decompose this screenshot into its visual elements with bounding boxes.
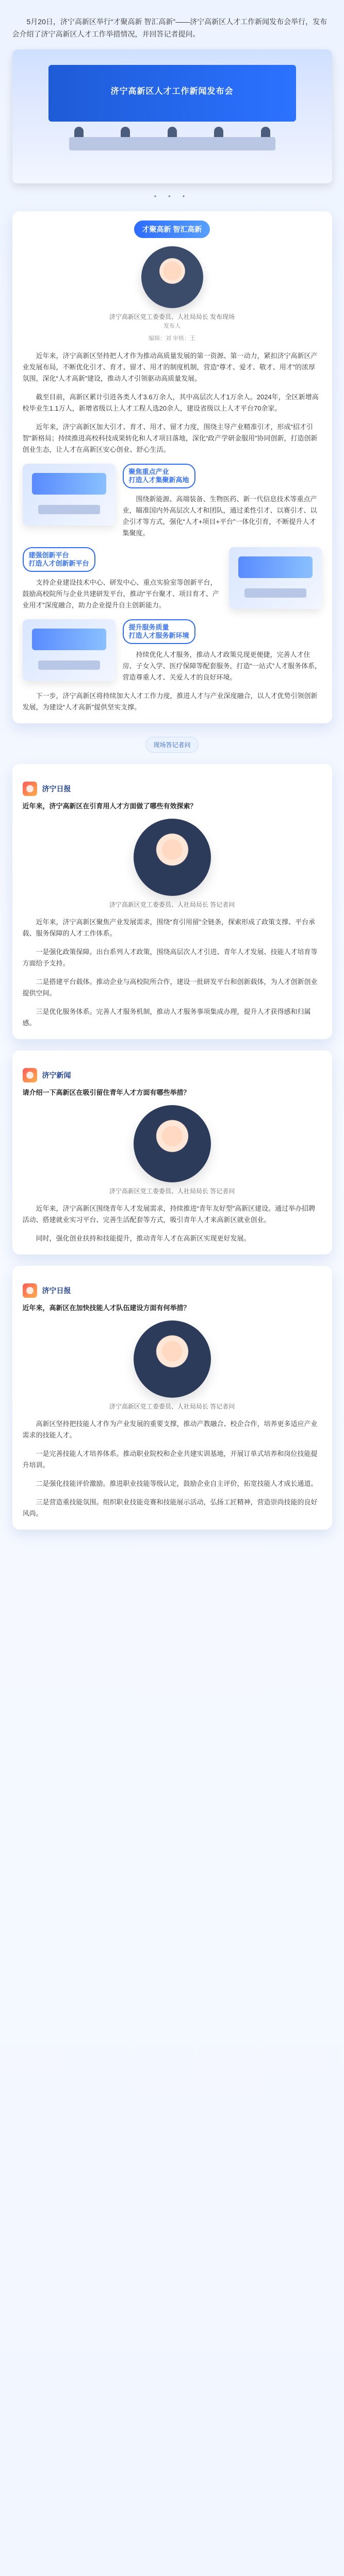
speaker-caption: [23, 312, 322, 343]
item-body: 支持企业建设技术中心、研发中心、重点实验室等创新平台，鼓励高校院所与企业共建研发平台，推动“平台聚才、项目育才、产业用才”深度融合，助力企业提升自主创新能力。: [22, 579, 219, 609]
qa-card: [12, 1050, 332, 1255]
item-image: [23, 619, 116, 681]
answerer-caption: 济宁高新区党工委委员、人社局局长 答记者问: [109, 1403, 235, 1410]
qa-answer: 二是搭建平台载体。推动企业与高校院所合作，建设一批研发平台和创新载体，为人才创新创业提供空间。: [22, 978, 318, 997]
qa-header: [23, 1283, 322, 1298]
section-1-card: [12, 211, 332, 723]
item-body: 持续优化人才服务，推动人才政策兑现更便捷，完善人才住房、子女入学、医疗保障等配套服务，打造“一站式”人才服务体系，营造尊重人才、关爱人才的良好环境。: [122, 651, 322, 681]
media-logo-icon: [23, 1068, 37, 1082]
section-1-tag-wrap: [23, 221, 322, 238]
item-heading-line: 打造人才创新新平台: [28, 560, 89, 567]
item-heading: [123, 464, 195, 488]
qa-question: 请介绍一下高新区在吸引留住青年人才方面有哪些举措？: [22, 1089, 190, 1096]
item-heading: [123, 619, 195, 644]
section-1-item: [23, 464, 322, 539]
hero-screen-text: 济宁高新区人才工作新闻发布会: [110, 87, 234, 96]
content-wrap: [12, 0, 332, 1540]
qa-answer: 三是优化服务体系。完善人才服务机制，推动人才服务事项集成办理，提升人才获得感和归属感。: [22, 1008, 311, 1027]
editor-line: 编辑：刘 审核：王: [148, 335, 196, 342]
section-1-paragraph: 截至目前，高新区累计引进各类人才3.6万余人，其中高层次人才1万余人。2024年，全区新增高校毕业生1.1万人，新增省级以上人才工程人选20余人，建设省级以上人才平台70余家。: [22, 393, 319, 412]
qa-answer: 同时，强化创业扶持和技能提升，推动青年人才在高新区实现更好发展。: [36, 1234, 251, 1242]
qa-answer: 一是完善技能人才培养体系。推动职业院校和企业共建实训基地，开展订单式培养和岗位技能提升培训。: [22, 1450, 318, 1469]
item-heading-line: 打造人才服务新环境: [128, 632, 189, 639]
item-text: [123, 619, 322, 683]
intro-text: 5月20日，济宁高新区举行“才聚高新 智汇高新”——济宁高新区人才工作新闻发布会举行，发布会介绍了济宁高新区人才工作举措情况，并回答记者提问。: [12, 18, 327, 38]
hero-table: [69, 137, 275, 150]
item-heading: [23, 547, 95, 572]
qa-answer: 三是营造重技能氛围。组织职业技能竞赛和技能展示活动，弘扬工匠精神，营造崇尚技能的良好风尚。: [22, 1498, 318, 1517]
media-name: 济宁日报: [42, 785, 71, 793]
item-text: [123, 464, 322, 539]
item-heading-line: 建强创新平台: [28, 551, 69, 559]
qa-question: 近年来，高新区在加快技能人才队伍建设方面有何举措？: [22, 1304, 190, 1312]
qa-answer: 二是强化技能评价激励。推进职业技能等级认定，鼓励企业自主评价，拓宽技能人才成长通道。: [36, 1480, 318, 1487]
speaker-name: 发布人: [163, 323, 181, 329]
footer-space: [12, 1530, 332, 1540]
qa-header: [23, 1068, 322, 1082]
qa-banner-pill: 现场答记者问: [145, 737, 198, 753]
divider-dots: • • •: [154, 193, 190, 200]
section-1-closing: 下一步，济宁高新区将持续加大人才工作力度，推进人才与产业深度融合，以人才优势引领创新发展，为建设“人才高新”提供坚实支撑。: [22, 692, 318, 711]
section-1-item: [23, 547, 322, 611]
answerer-avatar: [134, 819, 211, 896]
qa-answer: 近年来，济宁高新区聚焦产业发展需求，围绕“育引用留”全链条，探索形成了政策支撑、平台承载、服务保障的人才工作体系。: [22, 918, 316, 937]
speaker-caption-text: 济宁高新区党工委委员、人社局局长 发布现场: [109, 313, 235, 320]
section-1-tag: 才聚高新 智汇高新: [134, 221, 210, 238]
qa-answer: 一是强化政策保障。出台系列人才政策，围绕高层次人才引进、青年人才发展、技能人才培育等方面给予支持。: [22, 948, 318, 967]
item-heading-line: 打造人才集聚新高地: [128, 476, 189, 484]
media-logo-icon: [23, 782, 37, 796]
answerer-avatar: [134, 1320, 211, 1398]
item-text: [23, 547, 222, 611]
intro: [12, 0, 332, 200]
speaker-avatar: [141, 246, 203, 308]
section-1-paragraph: 近年来，济宁高新区加大引才、育才、用才、留才力度，围绕主导产业精准引才，形成“招才引智”新格局；持续推进高校科技成果转化和人才项目落地，深化“政产学研金服用”协同创新，打造创新创业生态，让人才在高新区安心创业、舒心生活。: [22, 423, 318, 453]
hero-image: [12, 49, 332, 183]
item-image: [23, 464, 116, 526]
section-1-paragraph: 近年来，济宁高新区坚持把人才作为推动高质量发展的第一资源、第一动力，紧扣济宁高新区产业发展布局，不断优化引才、育才、留才、用才的制度机制，营造“尊才、爱才、敬才、用才”的浓厚氛围，深化“人才高新”建设，推动人才引领驱动高质量发展。: [22, 352, 318, 382]
item-heading-line: 提升服务质量: [128, 623, 169, 631]
qa-answer: 高新区坚持把技能人才作为产业发展的重要支撑，推动产教融合、校企合作，培养更多适应产业需求的技能人才。: [22, 1420, 318, 1439]
hero-screen: [48, 65, 296, 122]
answerer-caption: 济宁高新区党工委委员、人社局局长 答记者问: [109, 901, 235, 908]
item-heading-line: 聚焦重点产业: [128, 468, 169, 476]
item-body: 围绕新能源、高端装备、生物医药、新一代信息技术等重点产业，瞄准国内外高层次人才和团队，通过柔性引才、以赛引才、以企引才等方式，强化“人才+项目+平台”一体化引育，不断提升人才集聚度。: [122, 495, 317, 537]
media-logo-icon: [23, 1283, 37, 1298]
section-1-item: [23, 619, 322, 683]
qa-question: 近年来，济宁高新区在引育用人才方面做了哪些有效探索？: [22, 802, 197, 810]
qa-card: [12, 764, 332, 1039]
qa-card: [12, 1266, 332, 1530]
qa-answer: 近年来，济宁高新区围绕青年人才发展需求，持续推进“青年友好型”高新区建设。通过举办招聘活动、搭建就业实习平台、完善生活配套等方式，吸引青年人才来高新区就业创业。: [22, 1205, 316, 1224]
section-1: [12, 211, 332, 723]
qa-header: [23, 782, 322, 796]
qa-banner: [12, 737, 332, 753]
media-name: 济宁新闻: [42, 1071, 71, 1079]
qa-entry-3: [12, 1266, 332, 1530]
qa-entry-2: [12, 1050, 332, 1255]
qa-entry-1: [12, 764, 332, 1039]
item-image: [229, 547, 322, 609]
media-name: 济宁日报: [42, 1286, 71, 1295]
answerer-avatar: [134, 1105, 211, 1182]
answerer-caption: 济宁高新区党工委委员、人社局局长 答记者问: [109, 1188, 235, 1195]
